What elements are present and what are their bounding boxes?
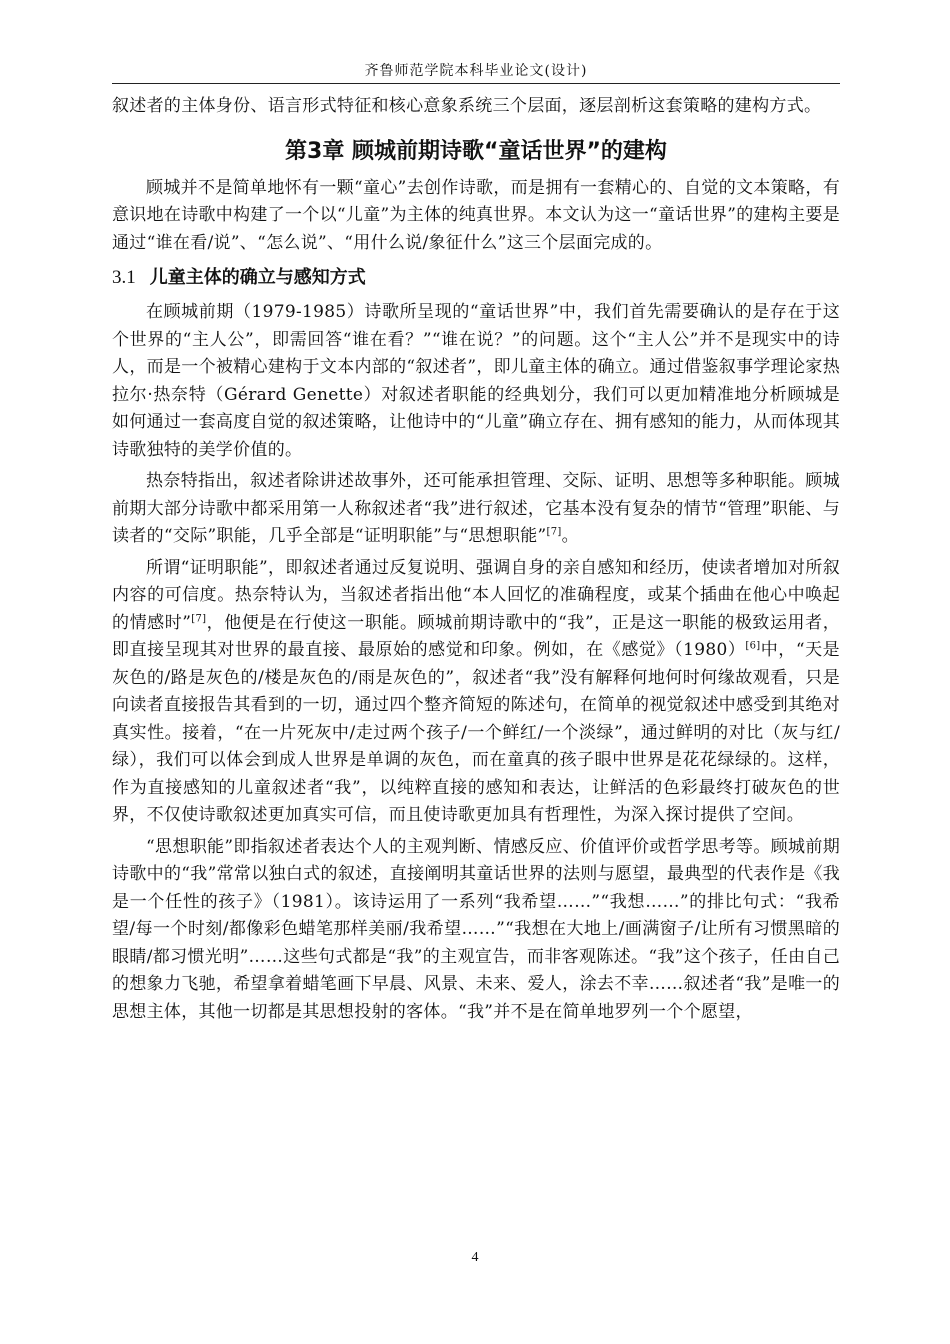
- section-heading: [112, 263, 840, 293]
- paragraph-3-mid: ，他便是在行使这一职能。顾城前期诗歌中的“我”，正是这一职能的极致运用者，即直接呈现其对世界的最直接、最原始的感觉和印象。例如，在《感觉》（1980）: [112, 612, 840, 660]
- citation-ref: [6]: [745, 640, 761, 652]
- paragraph-2-tail: 。: [561, 526, 579, 546]
- section-number: 3.1: [112, 267, 136, 288]
- page-body: [112, 93, 840, 1026]
- paragraph-2: [112, 468, 840, 551]
- paragraph-2-text: 热奈特指出，叙述者除讲述故事外，还可能承担管理、交际、证明、思想等多种职能。顾城前期大部分诗歌中都采用第一人称叙述者“我”进行叙述，它基本没有复杂的情节“管理”职能、与读者的“交际”职能，几乎全部是“证明职能”与“思想职能”: [112, 471, 840, 546]
- paragraph-4: “思想职能”即指叙述者表达个人的主观判断、情感反应、价值评价或哲学思考等。顾城前期诗歌中的“我”常常以独白式的叙述，直接阐明其童话世界的法则与愿望，最典型的代表作是《我是一个任性的孩子》（1981）。该诗运用了一系列“我希望……”“我想……”的排比句式：“我希望/每一个时刻/都像彩色蜡笔那样美丽/我希望……”“我想在大地上/画满窗子/让所有习惯黑暗的眼睛/都习惯光明”……这些句式都是“我”的主观宣告，而非客观陈述。“我”这个孩子，任由自己的想象力飞驰，希望拿着蜡笔画下早晨、风景、未来、爱人，涂去不幸……叙述者“我”是唯一的思想主体，其他一切都是其思想投射的客体。“我”并不是在简单地罗列一个个愿望，: [112, 836, 840, 1022]
- paragraph-3: [112, 555, 840, 830]
- paragraph-3-text: 所谓“证明职能”，即叙述者通过反复说明、强调自身的亲自感知和经历，使读者增加对所叙内容的可信度。热奈特认为，当叙述者指出他“本人回忆的准确程度，或某个插曲在他心中唤起的情感时”: [112, 557, 840, 633]
- section-title: 儿童主体的确立与感知方式: [149, 267, 366, 288]
- chapter-title: 第3章 顾城前期诗歌“童话世界”的建构: [285, 138, 667, 164]
- header-rule: [112, 83, 840, 84]
- chapter-intro-paragraph: 顾城并不是简单地怀有一颗“童心”去创作诗歌，而是拥有一套精心的、自觉的文本策略，有意识地在诗歌中构建了一个以“儿童”为主体的纯真世界。本文认为这一“童话世界”的建构主要是通过“谁在看/说”、“怎么说”、“用什么说/象征什么”这三个层面完成的。: [112, 177, 840, 253]
- paragraph-3-tail: 中，“天是灰色的/路是灰色的/楼是灰色的/雨是灰色的”，叙述者“我”没有解释何地何时何缘故观看，只是向读者直接报告其看到的一切，通过四个整齐简短的陈述句，在简单的视觉叙述中感受到其绝对真实性。接着，“在一片死灰中/走过两个孩子/一个鲜红/一个淡绿”，通过鲜明的对比（灰与红/绿），我们可以体会到成人世界是单调的灰色，而在童真的孩子眼中世界是花花绿绿的。这样，作为直接感知的儿童叙述者“我”，以纯粹直接的感知和表达，让鲜活的色彩最终打破灰色的世界，不仅使诗歌叙述更加真实可信，而且使诗歌更加具有哲理性，为深入探讨提供了空间。: [112, 640, 840, 825]
- paragraph-1: 在顾城前期（1979-1985）诗歌所呈现的“童话世界”中，我们首先需要确认的是存在于这个世界的“主人公”，即需回答“谁在看？”“谁在说？”的问题。这个“主人公”并不是现实中的诗人，而是一个被精心建构于文本内部的“叙述者”，即儿童主体的确立。通过借鉴叙事学理论家热拉尔·热奈特（Gérard Genette）对叙述者职能的经典划分，我们可以更加精准地分析顾城是如何通过一套高度自觉的叙述策略，让他诗中的“儿童”确立存在、拥有感知的能力，从而体现其诗歌独特的美学价值的。: [112, 302, 840, 460]
- continuation-paragraph: 叙述者的主体身份、语言形式特征和核心意象系统三个层面，逐层剖析这套策略的建构方式。: [112, 96, 822, 116]
- running-header: 齐鲁师范学院本科毕业论文(设计): [364, 63, 588, 79]
- citation-ref: [7]: [191, 612, 207, 624]
- page-number: 4: [471, 1250, 479, 1265]
- citation-ref: [7]: [546, 526, 562, 538]
